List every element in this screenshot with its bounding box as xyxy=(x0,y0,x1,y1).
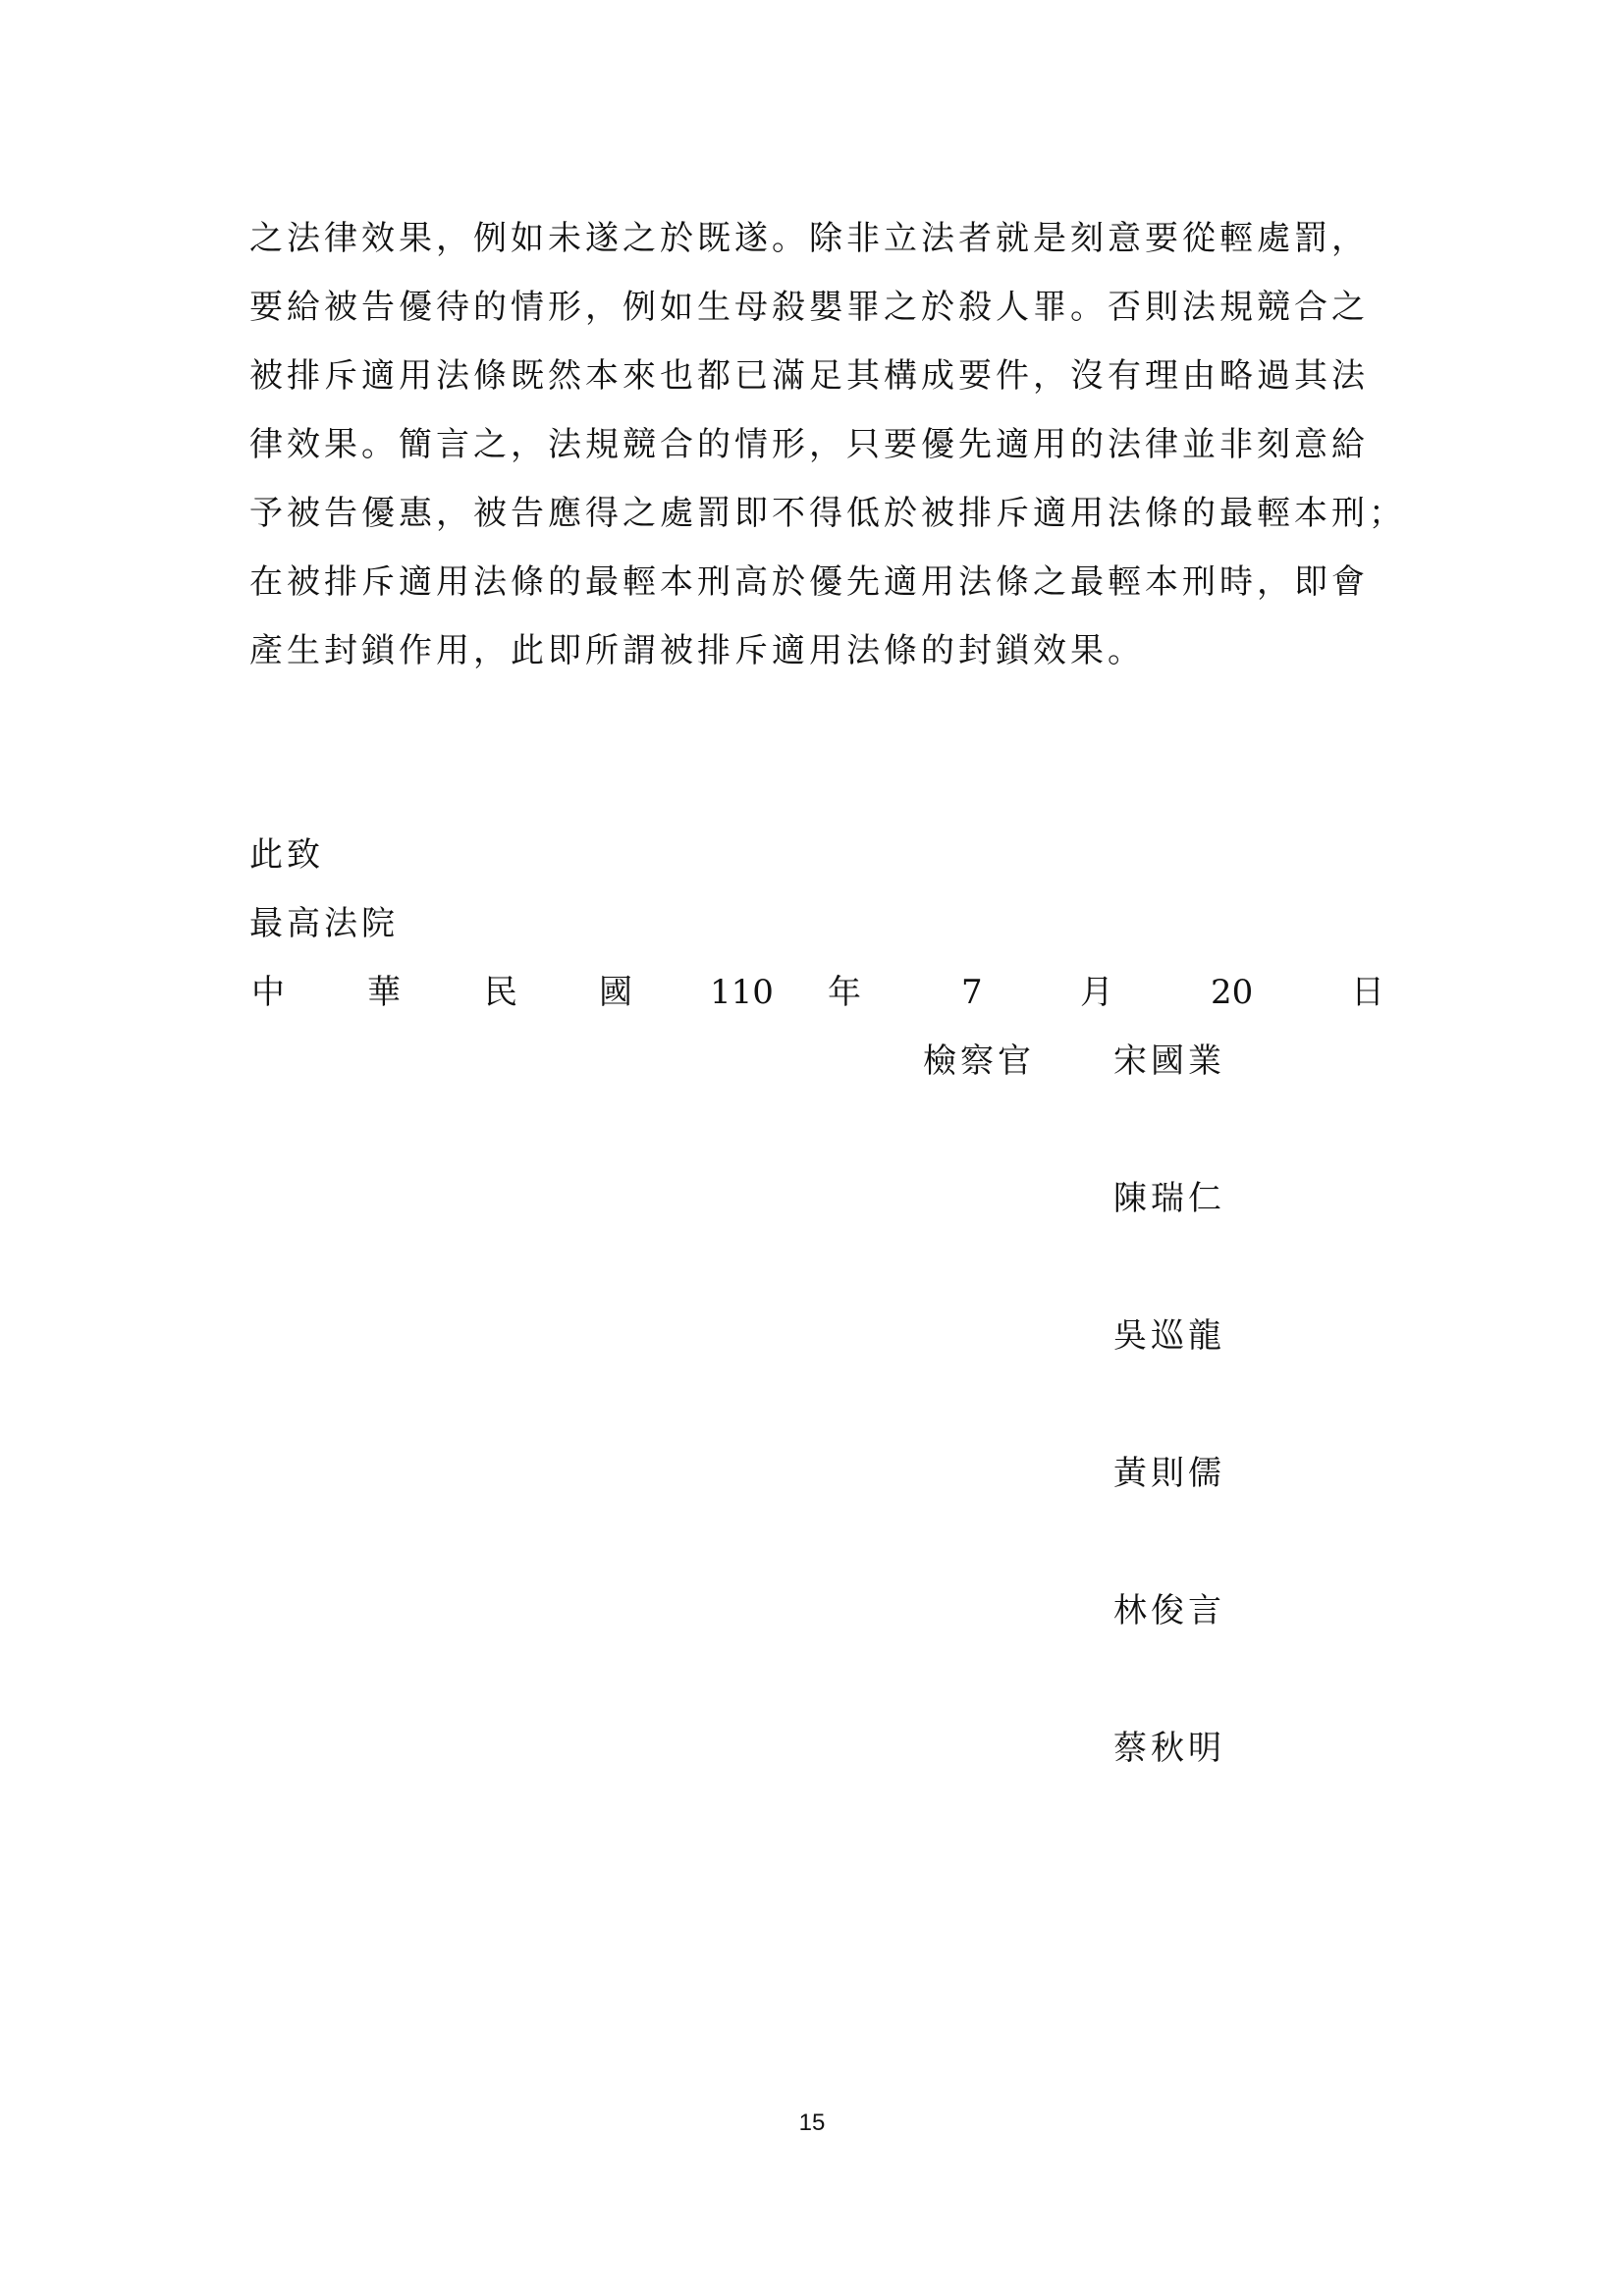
signer-name: 黃則儒 xyxy=(1113,1454,1225,1493)
signer-name: 蔡秋明 xyxy=(1113,1729,1225,1768)
date-day-unit: 日 xyxy=(1351,973,1384,1012)
date-era-char: 國 xyxy=(599,973,632,1012)
date-era-char: 中 xyxy=(251,973,285,1012)
date-month: 7 xyxy=(961,973,983,1012)
date-day: 20 xyxy=(1211,973,1254,1012)
body-line: 在被排斥適用法條的最輕本刑高於優先適用法條之最輕本刑時，即會 xyxy=(249,562,1369,602)
closing-recipient: 最高法院 xyxy=(249,904,399,943)
date-year-unit: 年 xyxy=(828,973,861,1012)
date-month-unit: 月 xyxy=(1080,973,1113,1012)
signer-title: 檢察官 xyxy=(923,1041,1035,1081)
body-paragraph xyxy=(249,214,1408,695)
page-number: 15 xyxy=(798,2109,826,2136)
closing-salutation: 此致 xyxy=(249,835,324,875)
signer-name: 陳瑞仁 xyxy=(1113,1179,1225,1218)
signer-name: 吳巡龍 xyxy=(1113,1316,1225,1356)
body-line: 要給被告優待的情形，例如生母殺嬰罪之於殺人罪。否則法規競合之 xyxy=(249,288,1369,327)
body-line: 予被告優惠，被告應得之處罰即不得低於被排斥適用法條的最輕本刑； xyxy=(249,494,1406,533)
body-line: 產生封鎖作用，此即所謂被排斥適用法條的封鎖效果。 xyxy=(249,631,1145,670)
date-era-char: 華 xyxy=(367,973,401,1012)
body-line: 律效果。簡言之，法規競合的情形，只要優先適用的法律並非刻意給 xyxy=(249,425,1369,464)
date-line xyxy=(0,968,1624,1017)
body-line: 之法律效果，例如未遂之於既遂。除非立法者就是刻意要從輕處罰， xyxy=(249,219,1369,258)
date-era-char: 民 xyxy=(484,973,517,1012)
body-line: 被排斥適用法條既然本來也都已滿足其構成要件，沒有理由略過其法 xyxy=(249,356,1369,396)
signer-name: 林俊言 xyxy=(1113,1591,1225,1630)
date-year: 110 xyxy=(710,973,774,1012)
signer-name: 宋國業 xyxy=(1113,1041,1225,1081)
